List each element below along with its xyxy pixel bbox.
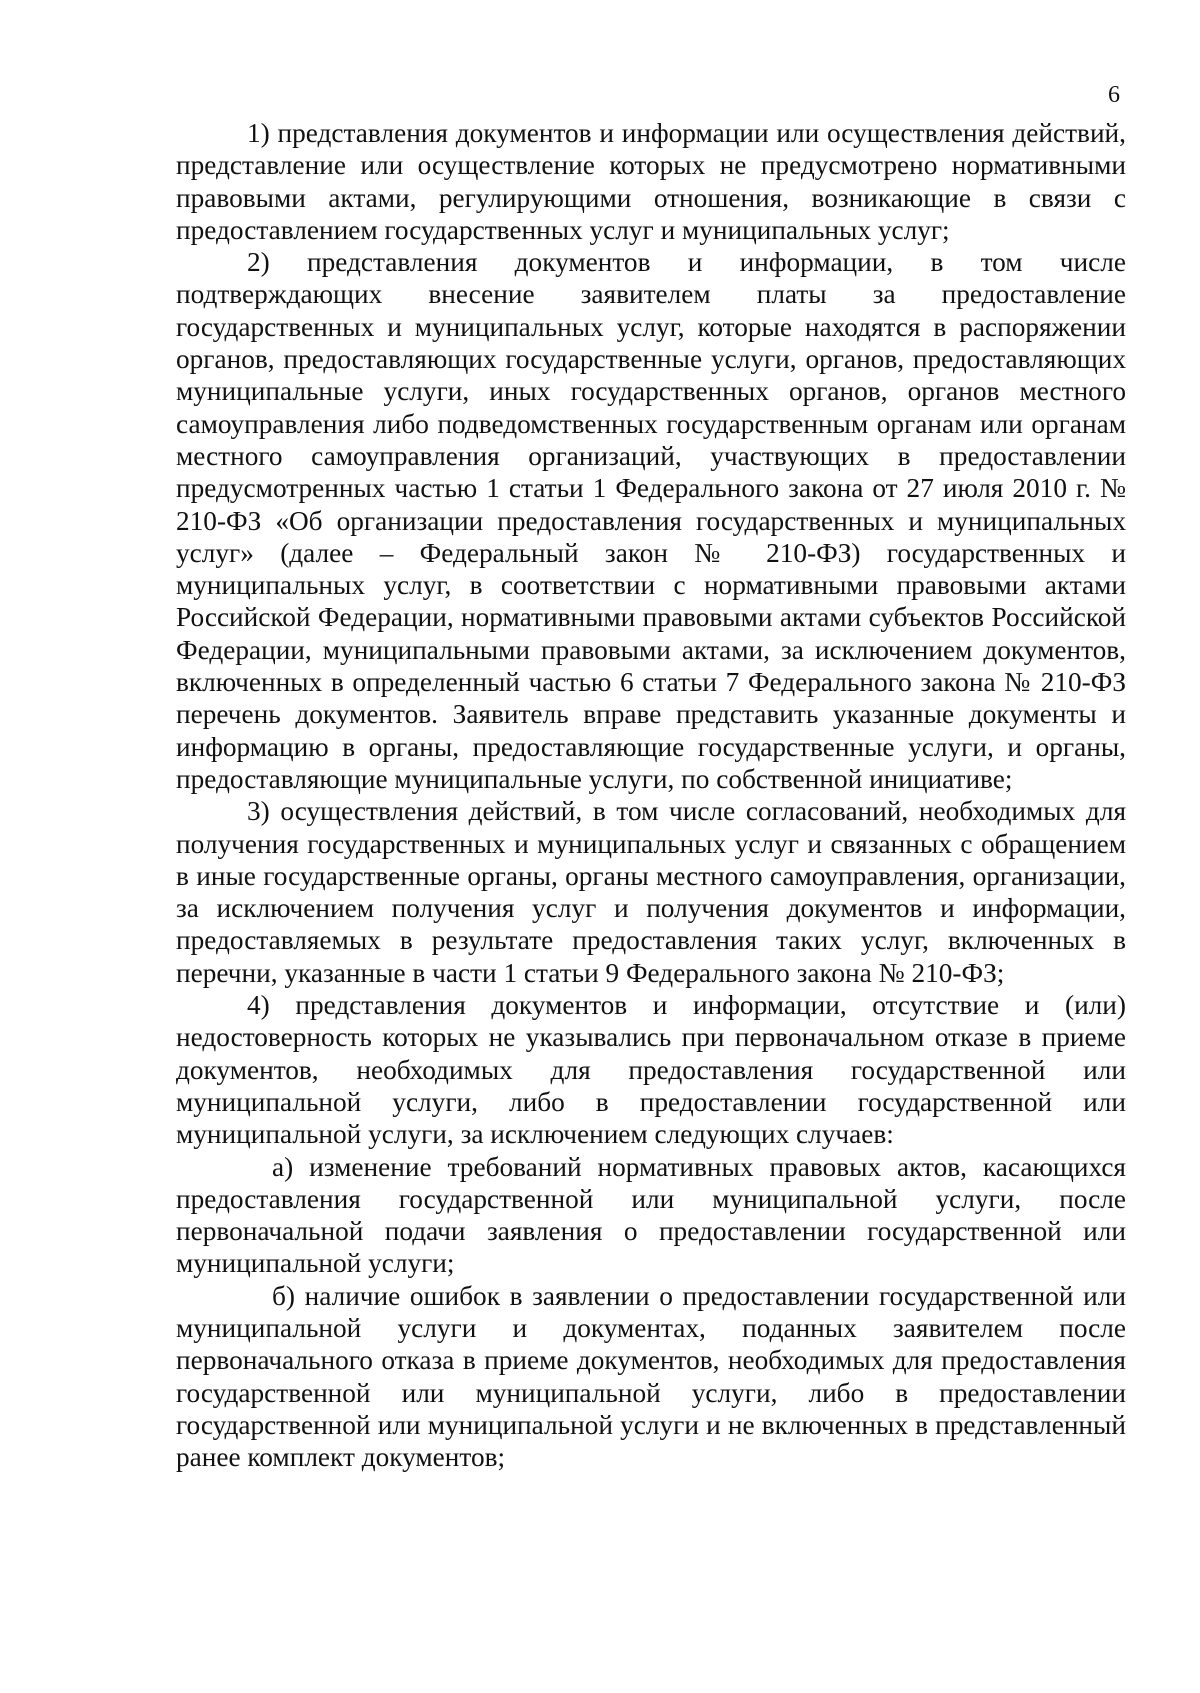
- paragraph-item-1: 1) представления документов и информации или осуществления действий, представление или осуществление которых не предусмотрено нормативными правовыми актами, регулирующими отношения, возникающие в связи с предоставлением государственных услуг и муниципальных услуг;: [176, 118, 1126, 245]
- paragraph-item-3: 3) осуществления действий, в том числе согласований, необходимых для получения государственных и муниципальных услуг и связанных с обращением в иные государственные органы, органы местного самоуправления, организации, за исключением получения услуг и получения документов и информации, предоставляемых в результате предоставления таких услуг, включенных в перечни, указанные в части 1 статьи 9 Федерального закона № 210-ФЗ;: [176, 796, 1126, 988]
- paragraph-subitem-b: б) наличие ошибок в заявлении о предоставлении государственной или муниципальной услуги и документах, поданных заявителем после первоначального отказа в приеме документов, необходимых для предоставления государственной или муниципальной услуги, либо в предоставлении государственной или муниципальной услуги и не включенных в представленный ранее комплект документов;: [176, 1280, 1126, 1473]
- document-body: [176, 117, 1126, 1473]
- page-number: 6: [1108, 82, 1120, 108]
- paragraph-subitem-a: а) изменение требований нормативных правовых актов, касающихся предоставления государственной или муниципальной услуги, после первоначальной подачи заявления о предоставлении государственной или муниципальной услуги;: [176, 1151, 1126, 1279]
- paragraph-item-2: 2) представления документов и информации, в том числе подтверждающих внесение заявителем платы за предоставление государственных и муниципальных услуг, которые находятся в распоряжении органов, предоставляющих государственные услуги, органов, предоставляющих муниципальные услуги, иных государственных органов, органов местного самоуправления либо подведомственных государственным органам или органам местного самоуправления организаций, участвующих в предоставлении предусмотренных частью 1 статьи 1 Федерального закона от 27 июля 2010 г. № 210-ФЗ «Об организации предоставления государственных и муниципальных услуг» (далее – Федеральный закон № 210-ФЗ) государственных и муниципальных услуг, в соответствии с нормативными правовыми актами Российской Федерации, нормативными правовыми актами субъектов Российской Федерации, муниципальными правовыми актами, за исключением документов, включенных в определенный частью 6 статьи 7 Федерального закона № 210-ФЗ перечень документов. Заявитель вправе представить указанные документы и информацию в органы, предоставляющие государственные услуги, и органы, предоставляющие муниципальные услуги, по собственной инициативе;: [176, 247, 1126, 794]
- paragraph-item-4: 4) представления документов и информации, отсутствие и (или) недостоверность которых не указывались при первоначальном отказе в приеме документов, необходимых для предоставления государственной или муниципальной услуги, либо в предоставлении государственной или муниципальной услуги, за исключением следующих случаев:: [176, 990, 1126, 1150]
